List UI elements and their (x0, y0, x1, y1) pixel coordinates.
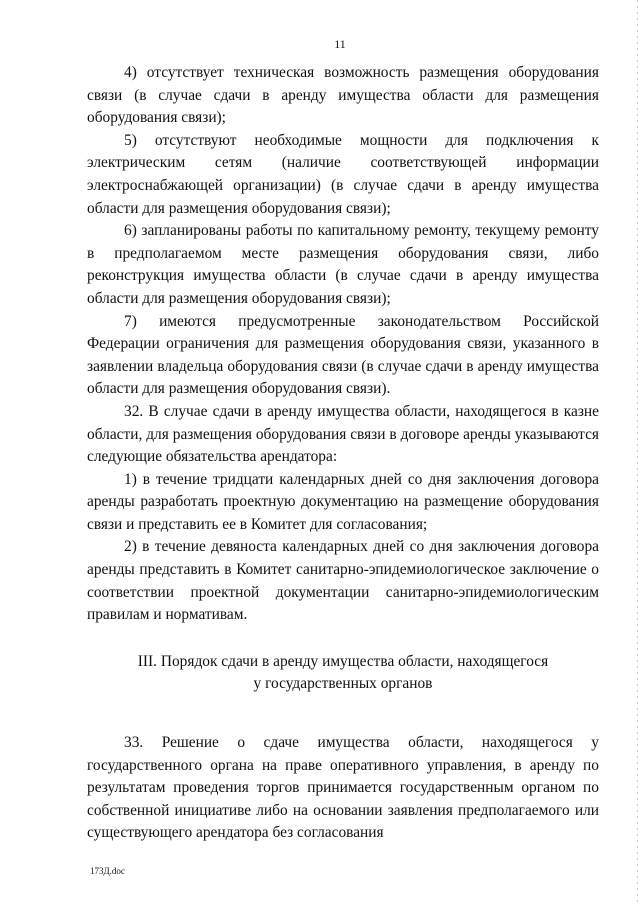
paragraph-33: 33. Решение о сдаче имущества области, находящегося у государственного органа на праве оперативного управления, в аренду по результатам проведения торгов принимается государственным органом по собственной инициативе либо на основании заявления предполагаемого или существующего арендатора без согласования (87, 734, 599, 842)
section-heading (87, 651, 599, 696)
section-heading-line-2: у государственных органов (253, 675, 433, 693)
list-item-7: 7) имеются предусмотренные законодательством Российской Федерации ограничения для размещения оборудования связи, указанного в заявлении владельца оборудования связи (в случае сдачи в аренду имущества области для размещения оборудования связи). (87, 312, 599, 398)
list-item-5: 5) отсутствуют необходимые мощности для подключения к электрическим сетям (наличие соответствующей информации электроснабжающей организации) (в случае сдачи в аренду имущества области для размещения оборудования связи); (87, 131, 599, 217)
page-number: 11 (334, 37, 346, 51)
scan-edge (637, 0, 638, 905)
paragraph-32: 32. В случае сдачи в аренду имущества области, находящегося в казне области, для размещения оборудования связи в договоре аренды указываются следующие обязательства арендатора: (87, 402, 599, 466)
file-name-footer: 173Д.doc (90, 866, 125, 876)
spacer (87, 696, 599, 732)
document-body (87, 62, 599, 845)
paragraph-32-item-2: 2) в течение девяноста календарных дней со дня заключения договора аренды представить в Комитет санитарно-эпидемиологическое заключение о соответствии проектной документации санитарно-эпидемиологическим правилам и нормативам. (87, 538, 599, 624)
list-item-6: 6) запланированы работы по капитальному ремонту, текущему ремонту в предполагаемом месте размещения оборудования связи, либо реконструкция имущества области (в случае сдачи в аренду имущества области для размещения оборудования связи); (87, 222, 599, 307)
paragraph-32-item-1: 1) в течение тридцати календарных дней со дня заключения договора аренды разработать проектную документацию на размещение оборудования связи и представить ее в Комитет для согласования; (87, 470, 599, 533)
section-heading-line-1: III. Порядок сдачи в аренду имущества области, находящегося (137, 652, 549, 670)
list-item-4: 4) отсутствует техническая возможность размещения оборудования связи (в случае сдачи в аренду имущества области для размещения оборудования связи); (87, 64, 599, 127)
